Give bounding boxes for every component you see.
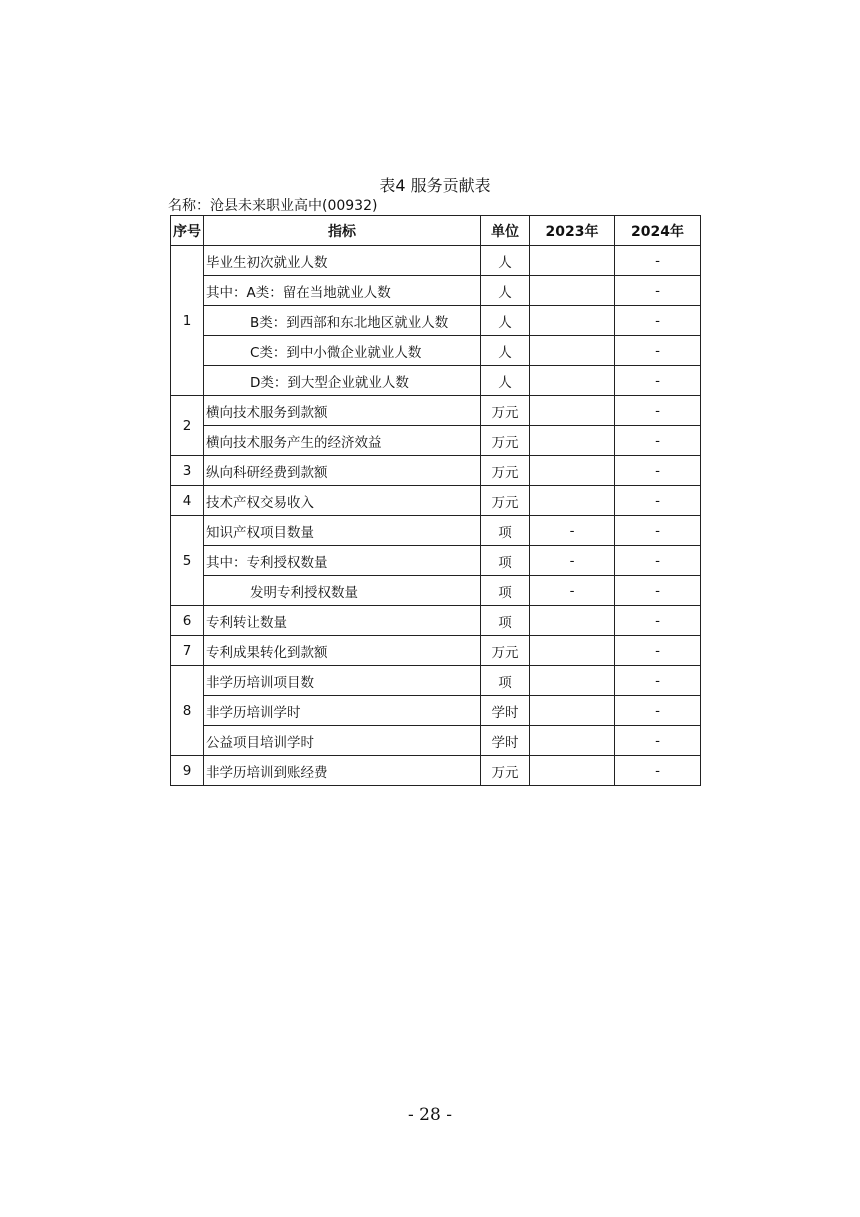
value-2024-cell: - [615,456,701,486]
unit-cell: 万元 [481,396,530,426]
table-row [171,366,701,396]
indicator-cell: C类：到中小微企业就业人数 [204,336,481,366]
table-row [171,396,701,426]
unit-cell: 万元 [481,636,530,666]
value-2024-cell: - [615,516,701,546]
unit-cell: 万元 [481,486,530,516]
value-2023-cell [530,486,615,516]
table-row [171,486,701,516]
row-number: 9 [171,756,204,786]
value-2024-cell: - [615,726,701,756]
value-2024-cell: - [615,696,701,726]
indicator-cell: 知识产权项目数量 [204,516,481,546]
unit-cell: 人 [481,306,530,336]
unit-cell: 学时 [481,696,530,726]
value-2024-cell: - [615,276,701,306]
value-2024-cell: - [615,336,701,366]
table-title: 表4 服务贡献表 [379,176,491,195]
unit-cell: 项 [481,666,530,696]
value-2023-cell [530,636,615,666]
value-2023-cell: - [530,546,615,576]
value-2024-cell: - [615,486,701,516]
value-2023-cell: - [530,576,615,606]
table-row [171,456,701,486]
value-2024-cell: - [615,606,701,636]
value-2024-cell: - [615,546,701,576]
indicator-cell: 发明专利授权数量 [204,576,481,606]
unit-cell: 项 [481,576,530,606]
indicator-cell: 公益项目培训学时 [204,726,481,756]
unit-cell: 人 [481,366,530,396]
header-unit: 单位 [481,216,530,246]
unit-cell: 万元 [481,756,530,786]
value-2023-cell [530,696,615,726]
value-2023-cell [530,246,615,276]
table-row [171,426,701,456]
table-row [171,246,701,276]
value-2023-cell [530,396,615,426]
value-2024-cell: - [615,306,701,336]
school-name: 名称：沧县未来职业高中(00932) [168,198,378,214]
indicator-cell: 技术产权交易收入 [204,486,481,516]
indicator-cell: 非学历培训到账经费 [204,756,481,786]
page-number: - 28 - [408,1105,452,1125]
value-2023-cell [530,456,615,486]
row-number: 3 [171,456,204,486]
value-2023-cell: - [530,516,615,546]
header-2024: 2024年 [615,216,701,246]
value-2024-cell: - [615,246,701,276]
indicator-cell: 专利成果转化到款额 [204,636,481,666]
value-2024-cell: - [615,756,701,786]
header-2023: 2023年 [530,216,615,246]
value-2023-cell [530,726,615,756]
table-row [171,306,701,336]
value-2023-cell [530,276,615,306]
indicator-cell: 毕业生初次就业人数 [204,246,481,276]
table-row [171,276,701,306]
value-2024-cell: - [615,396,701,426]
unit-cell: 项 [481,606,530,636]
table-row [171,606,701,636]
value-2024-cell: - [615,636,701,666]
value-2023-cell [530,366,615,396]
unit-cell: 万元 [481,426,530,456]
indicator-cell: 非学历培训学时 [204,696,481,726]
table-row [171,696,701,726]
indicator-cell: B类：到西部和东北地区就业人数 [204,306,481,336]
indicator-cell: 其中：专利授权数量 [204,546,481,576]
header-indicator: 指标 [204,216,481,246]
row-number: 7 [171,636,204,666]
value-2023-cell [530,606,615,636]
unit-cell: 学时 [481,726,530,756]
indicator-cell: 专利转让数量 [204,606,481,636]
row-number: 2 [171,396,204,456]
indicator-cell: 横向技术服务到款额 [204,396,481,426]
table-row [171,666,701,696]
value-2023-cell [530,336,615,366]
table-row [171,726,701,756]
unit-cell: 项 [481,516,530,546]
value-2023-cell [530,666,615,696]
value-2024-cell: - [615,366,701,396]
unit-cell: 项 [481,546,530,576]
value-2023-cell [530,756,615,786]
unit-cell: 人 [481,246,530,276]
indicator-cell: 非学历培训项目数 [204,666,481,696]
value-2024-cell: - [615,576,701,606]
unit-cell: 人 [481,336,530,366]
value-2024-cell: - [615,426,701,456]
row-number: 1 [171,246,204,396]
unit-cell: 人 [481,276,530,306]
value-2023-cell [530,306,615,336]
row-number: 8 [171,666,204,756]
indicator-cell: 纵向科研经费到款额 [204,456,481,486]
value-2023-cell [530,426,615,456]
table-header-row [171,216,701,246]
row-number: 4 [171,486,204,516]
table-row [171,516,701,546]
indicator-cell: 横向技术服务产生的经济效益 [204,426,481,456]
table-row [171,756,701,786]
service-contribution-table [170,215,701,786]
indicator-cell: 其中：A类：留在当地就业人数 [204,276,481,306]
table-row [171,636,701,666]
indicator-cell: D类：到大型企业就业人数 [204,366,481,396]
unit-cell: 万元 [481,456,530,486]
table-row [171,546,701,576]
table-body [171,246,701,786]
table-row [171,576,701,606]
row-number: 5 [171,516,204,606]
table-row [171,336,701,366]
value-2024-cell: - [615,666,701,696]
header-seq: 序号 [171,216,204,246]
row-number: 6 [171,606,204,636]
